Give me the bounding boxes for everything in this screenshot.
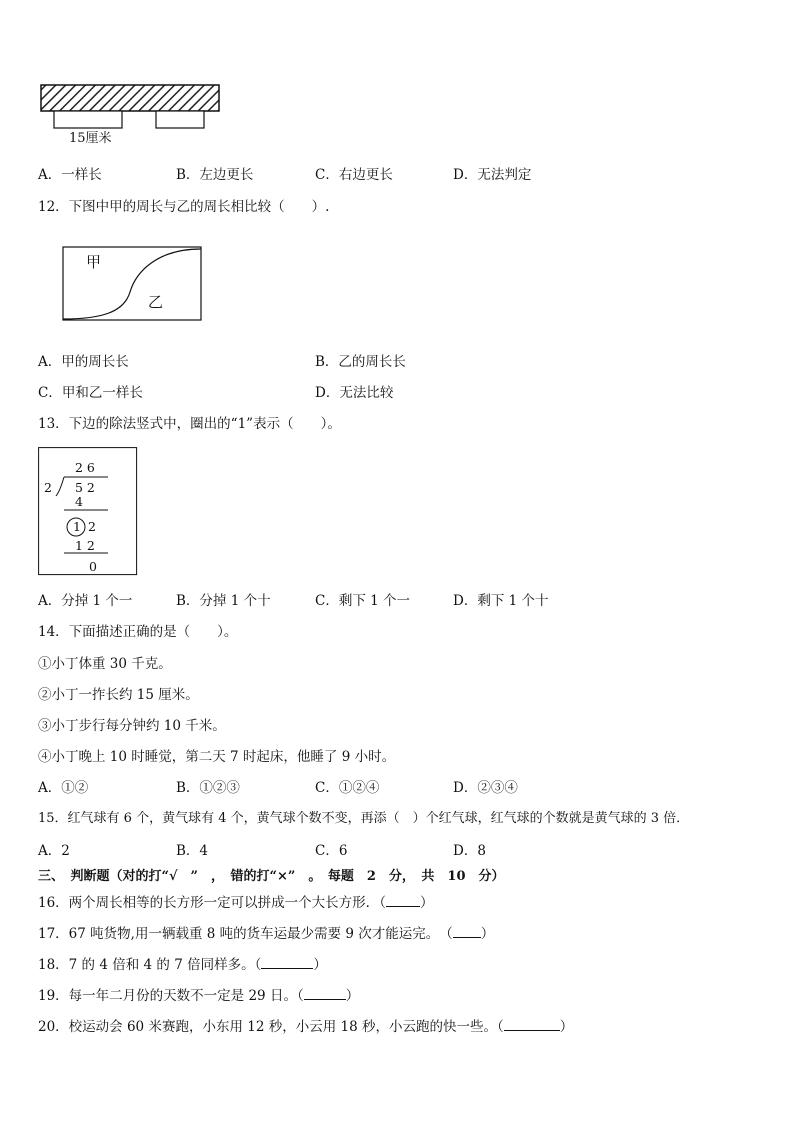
- division-circled-rest: 2: [88, 519, 96, 534]
- q13-option-b[interactable]: B．分掉 1 个十: [176, 593, 271, 609]
- q14-option-d[interactable]: D．②③④: [453, 780, 518, 796]
- q15-option-b[interactable]: B．4: [176, 843, 209, 859]
- q14-statement-4: ④小丁晚上 10 时睡觉，第二天 7 时起床，他睡了 9 小时。: [38, 749, 396, 765]
- answer-blank-19[interactable]: [304, 987, 346, 1000]
- q15-stem: 15．红气球有 6 个，黄气球有 4 个，黄气球个数不变，再添（ ）个红气球，红气球的个数就是黄气球的 3 倍．: [38, 811, 690, 826]
- judgment-20: 20．校运动会 60 米赛跑，小东用 12 秒，小云用 18 秒，小云跑的快一些。（ ）: [38, 1019, 574, 1035]
- q13-option-d[interactable]: D．剩下 1 个十: [453, 593, 549, 609]
- division-divisor: 2: [44, 480, 52, 495]
- q12-option-c[interactable]: C．甲和乙一样长: [38, 385, 143, 401]
- left-block: [54, 111, 122, 128]
- q14-stem: 14．下面描述正确的是（ ）。: [38, 624, 238, 640]
- q12-stem: 12．下图中甲的周长与乙的周长相比较（ ）.: [38, 199, 330, 215]
- judgment-17: 17．67 吨货物,用一辆载重 8 吨的货车运最少需要 9 次才能运完。 （ ）: [38, 926, 495, 942]
- q15-option-a[interactable]: A．2: [38, 843, 70, 859]
- division-step1: 4: [75, 494, 83, 509]
- judgment-19: 19．每一年二月份的天数不一定是 29 日。（ ）: [38, 988, 360, 1004]
- q11-option-d[interactable]: D．无法判定: [453, 167, 532, 183]
- division-dividend: 5 2: [75, 480, 95, 495]
- division-step2: 1 2: [75, 538, 95, 553]
- division-remainder: 0: [89, 559, 97, 574]
- q13-stem: 13．下边的除法竖式中，圈出的“1”表示（ ）。: [38, 416, 341, 432]
- q14-option-b[interactable]: B．①②③: [176, 780, 240, 796]
- perimeter-figure: [62, 246, 204, 324]
- answer-blank-17[interactable]: [453, 925, 481, 938]
- q12-option-a[interactable]: A．甲的周长长: [38, 354, 129, 370]
- ruler-length-label: 15厘米: [69, 131, 112, 146]
- judgment-18: 18．7 的 4 倍和 4 的 7 倍同样多。（ ）: [38, 957, 327, 973]
- division-circled-digit: 1: [73, 519, 81, 534]
- q11-option-b[interactable]: B．左边更长: [176, 167, 254, 183]
- section-3-title: 三、 判断题（对的打“√ ” ， 错的打“×” 。 每题 2 分， 共 10 分）: [38, 869, 505, 884]
- q14-statement-2: ②小丁一拃长约 15 厘米。: [38, 687, 199, 703]
- answer-blank-18[interactable]: [261, 956, 313, 969]
- q14-option-a[interactable]: A．①②: [38, 780, 89, 796]
- answer-blank-20[interactable]: [504, 1018, 560, 1031]
- q14-statement-1: ①小丁体重 30 千克。: [38, 656, 172, 672]
- q13-option-c[interactable]: C．剩下 1 个一: [315, 593, 411, 609]
- q15-option-d[interactable]: D．8: [453, 843, 486, 859]
- q12-option-b[interactable]: B．乙的周长长: [315, 354, 406, 370]
- label-jia: 甲: [86, 253, 102, 271]
- division-quotient: 2 6: [75, 460, 95, 475]
- q14-statement-3: ③小丁步行每分钟约 10 千米。: [38, 718, 226, 734]
- q13-option-a[interactable]: A．分掉 1 个一: [38, 593, 133, 609]
- q11-option-c[interactable]: C．右边更长: [315, 167, 393, 183]
- right-block: [156, 111, 204, 128]
- q15-option-c[interactable]: C．6: [315, 843, 348, 859]
- hatched-bar: [41, 85, 219, 111]
- q11-option-a[interactable]: A．一样长: [38, 167, 102, 183]
- q14-option-c[interactable]: C．①②④: [315, 780, 380, 796]
- label-yi: 乙: [148, 293, 164, 311]
- q12-option-d[interactable]: D．无法比较: [315, 385, 394, 401]
- ruler-figure: [38, 82, 228, 152]
- answer-blank-16[interactable]: [386, 894, 420, 907]
- judgment-16: 16．两个周长相等的长方形一定可以拼成一个大长方形．（ ）: [38, 895, 434, 911]
